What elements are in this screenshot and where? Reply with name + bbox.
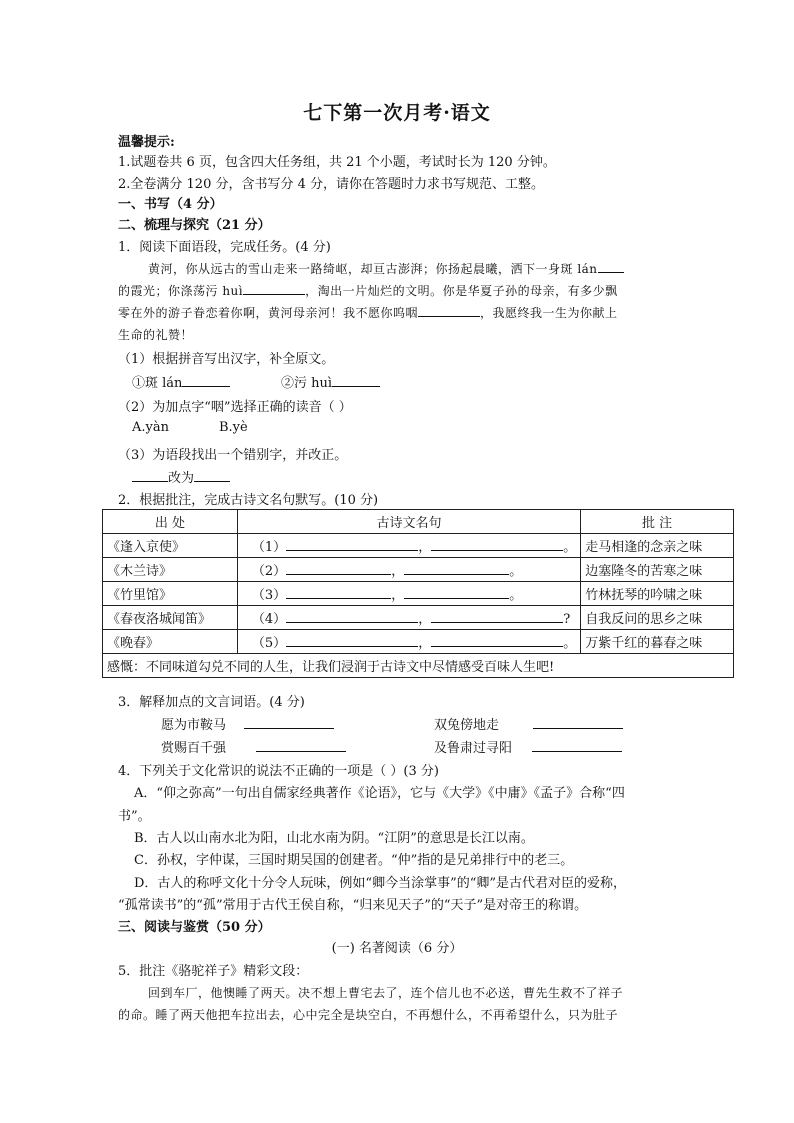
q3-word-4-label: 及鲁肃过寻阳	[434, 741, 513, 756]
table-row	[103, 630, 734, 654]
row-separator: ，	[391, 564, 405, 579]
row-verse	[237, 534, 580, 558]
poem-table	[102, 509, 734, 678]
answer-blank[interactable]	[286, 634, 418, 647]
row-source: 《木兰诗》	[103, 558, 238, 582]
q3-stem: 3．解释加点的文言词语。(4 分)	[118, 695, 305, 710]
answer-blank[interactable]	[418, 304, 480, 317]
answer-blank[interactable]	[286, 586, 391, 599]
row-end: 。	[509, 588, 523, 603]
answer-blank[interactable]	[532, 739, 622, 752]
q1-sub-2: （2）为加点字“咽”选择正确的读音（ ）	[118, 400, 352, 415]
q1-passage-text: 零在外的游子眷恋着你啊，黄河母亲河！我不愿你呜咽	[118, 306, 419, 320]
row-source: 《春夜洛城闻笛》	[103, 606, 238, 630]
q1-sub-3-answer	[132, 467, 230, 486]
q3-word-2-label: 双兔傍地走	[434, 718, 500, 733]
row-separator: ，	[418, 636, 432, 651]
subsection-heading: (一) 名著阅读（6 分）	[331, 941, 463, 956]
answer-blank[interactable]	[286, 610, 418, 623]
q4-stem: 4．下列关于文化常识的说法不正确的一项是（ ）(3 分)	[118, 764, 439, 779]
q3-word-2	[434, 714, 623, 733]
section-2-heading: 二、梳理与探究（21 分）	[118, 218, 271, 233]
tips-line-2: 2.全卷满分 120 分，含书写分 4 分，请你在答题时力求书写规范、工整。	[118, 177, 545, 192]
row-end: 。	[563, 540, 577, 555]
row-note: 边塞隆冬的苦寒之味	[581, 558, 734, 582]
q4-option-c: C．孙权，字仲谋，三国时期吴国的创建者。“仲”指的是兄弟排行中的老三。	[134, 853, 574, 868]
tips-line-1: 1.试题卷共 6 页，包含四大任务组，共 21 个小题，考试时长为 120 分钟。	[118, 155, 556, 170]
page-title: 七下第一次月考·语文	[303, 102, 491, 124]
q1-sub-1b-label: ②污 huì	[281, 376, 333, 391]
table-row	[103, 558, 734, 582]
row-note: 竹林抚琴的吟啸之味	[581, 582, 734, 606]
row-verse	[237, 582, 580, 606]
q3-word-3	[161, 737, 346, 756]
answer-blank[interactable]	[182, 374, 230, 387]
q3-word-1-label: 愿为市鞍马	[161, 718, 227, 733]
row-number: （2）	[251, 564, 287, 579]
q1-option-a: A.yàn	[132, 420, 169, 435]
q5-stem: 5．批注《骆驼祥子》精彩文段：	[118, 964, 309, 979]
q3-word-3-label: 赏赐百千强	[161, 741, 227, 756]
row-source: 《逢入京使》	[103, 534, 238, 558]
q1-sub-3-label: 改为	[168, 471, 195, 486]
q1-option-b: B.yè	[219, 420, 248, 435]
q4-option-d-line-2: “孤常读书”的“孤”常用于古代王侯自称，“归来见天子”的“天子”是对帝王的称谓。	[118, 898, 588, 913]
section-3-heading: 三、阅读与鉴赏（50 分）	[118, 920, 271, 935]
section-1-heading: 一、书写（4 分）	[118, 197, 223, 212]
row-verse	[237, 606, 580, 630]
answer-blank[interactable]	[431, 634, 563, 647]
row-separator: ，	[391, 588, 405, 603]
q1-stem: 1．阅读下面语段，完成任务。(4 分)	[118, 240, 331, 255]
answer-blank[interactable]	[286, 562, 391, 575]
q1-passage-text: 黄河，你从远古的雪山走来一路绮岖，却亘古澎湃；你扬起晨曦，洒下一身斑 lán	[148, 262, 598, 276]
table-header-verse: 古诗文名句	[237, 510, 580, 534]
answer-blank[interactable]	[431, 610, 563, 623]
q1-sub-1a	[132, 372, 230, 391]
q1-sub-1a-label: ①斑 lán	[132, 376, 183, 391]
table-header-source: 出 处	[103, 510, 238, 534]
q5-passage-line-1: 回到车厂，他懊睡了两天。决不想上曹宅去了，连个信儿也不必送，曹先生救不了祥子	[148, 986, 624, 1000]
q5-passage-line-2: 的命。睡了两天他把车拉出去，心中完全是块空白，不再想什么，不再希望什么，只为肚子	[118, 1008, 619, 1022]
answer-blank[interactable]	[431, 538, 563, 551]
answer-blank[interactable]	[244, 716, 334, 729]
answer-blank[interactable]	[256, 739, 346, 752]
row-note: 自我反问的思乡之味	[581, 606, 734, 630]
q2-stem: 2．根据批注，完成古诗文名句默写。(10 分)	[118, 493, 379, 508]
table-row	[103, 606, 734, 630]
q1-sub-1b	[281, 372, 380, 391]
q3-word-1	[161, 714, 334, 733]
answer-blank[interactable]	[404, 562, 509, 575]
tips-heading: 温馨提示:	[118, 135, 175, 150]
q1-sub-3: （3）为语段找出一个错别字，并改正。	[118, 448, 348, 463]
answer-blank[interactable]	[598, 260, 624, 273]
q1-passage-line-4: 生命的礼赞！	[118, 328, 194, 342]
table-header-note: 批 注	[581, 510, 734, 534]
q3-word-4	[434, 737, 622, 756]
row-number: （4）	[251, 612, 287, 627]
table-row	[103, 534, 734, 558]
row-number: （1）	[251, 540, 287, 555]
q1-sub-1: （1）根据拼音写出汉字，补全原文。	[118, 352, 335, 367]
row-separator: ，	[418, 540, 432, 555]
row-verse	[237, 630, 580, 654]
row-end: 。	[509, 564, 523, 579]
answer-blank[interactable]	[332, 374, 380, 387]
answer-blank[interactable]	[243, 282, 305, 295]
row-verse	[237, 558, 580, 582]
table-footer-row	[103, 654, 734, 678]
row-source: 《晚春》	[103, 630, 238, 654]
q1-passage-text: ，我愿终我一生为你献上	[480, 306, 618, 320]
answer-blank[interactable]	[132, 469, 168, 482]
row-number: （5）	[251, 636, 287, 651]
answer-blank[interactable]	[286, 538, 418, 551]
answer-blank[interactable]	[194, 469, 230, 482]
row-note: 走马相逢的念亲之味	[581, 534, 734, 558]
row-separator: ，	[418, 612, 432, 627]
q1-passage-line-2	[118, 282, 618, 299]
row-number: （3）	[251, 588, 287, 603]
row-end: 。	[563, 636, 577, 651]
row-note: 万紫千红的暮春之味	[581, 630, 734, 654]
q4-option-a-line-1: A．“仰之弥高”一句出自儒家经典著作《论语》，它与《大学》《中庸》《孟子》合称“四	[134, 786, 625, 801]
q1-passage-text: ，淘出一片灿烂的文明。你是华夏子孙的母亲，有多少飘	[305, 284, 618, 298]
q1-passage-line-3	[118, 304, 618, 321]
row-end: ?	[563, 612, 571, 627]
q4-option-a-line-2: 书”。	[118, 809, 151, 824]
table-header-row	[103, 510, 734, 534]
table-row	[103, 582, 734, 606]
q1-passage-line-1	[148, 260, 624, 277]
q4-option-b: B．古人以山南水北为阳，山北水南为阴。“江阴”的意思是长江以南。	[134, 831, 534, 846]
answer-blank[interactable]	[533, 716, 623, 729]
q4-option-d-line-1: D．古人的称呼文化十分令人玩味，例如“卿今当涂掌事”的“卿”是古代君对臣的爱称，	[134, 876, 627, 891]
table-footer: 感慨：不同味道勾兑不同的人生，让我们浸润于古诗文中尽情感受百味人生吧!	[103, 654, 734, 678]
row-source: 《竹里馆》	[103, 582, 238, 606]
q1-passage-text: 的霞光；你涤荡污 huì	[118, 284, 244, 298]
answer-blank[interactable]	[404, 586, 509, 599]
